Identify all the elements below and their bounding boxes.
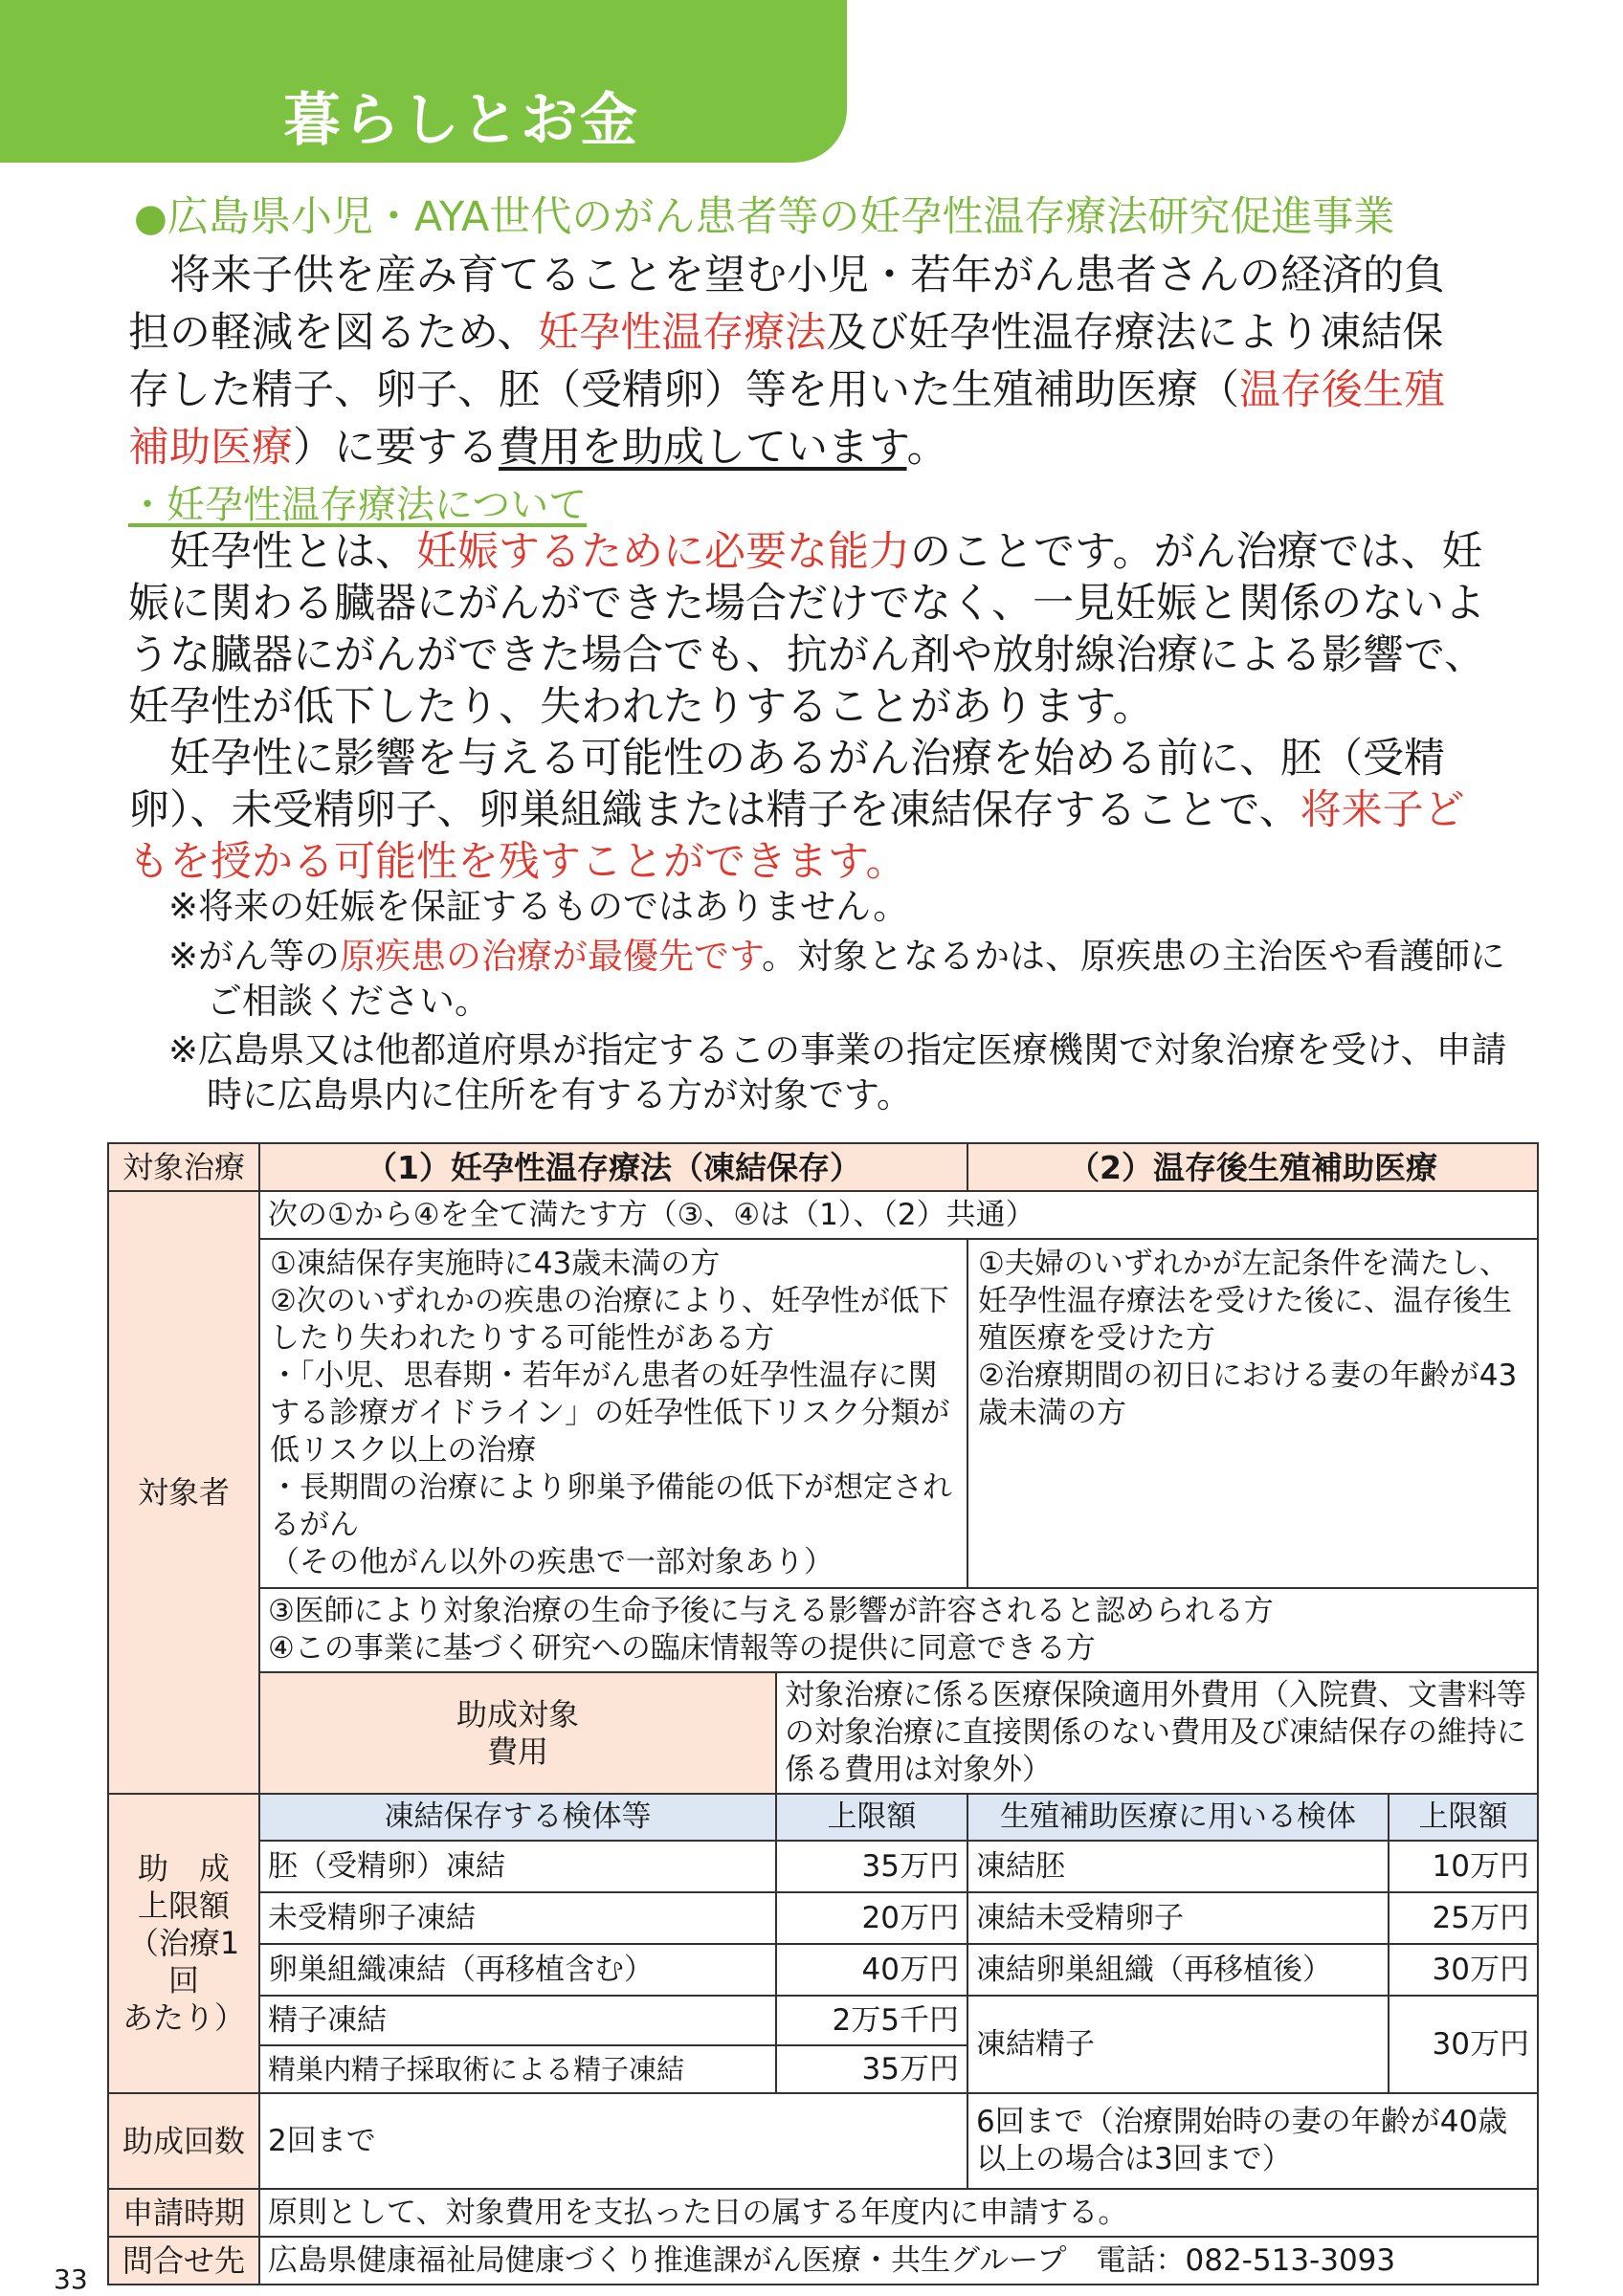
label-period: 申請時期 [108, 2189, 259, 2237]
target-preservation: ①凍結保存実施時に43歳未満の方 ②次のいずれかの疾患の治療により、妊孕性が低下したり失われたりする可能性がある方 ・「小児、思春期・若年がん患者の妊孕性温存に関する診療ガイドライン」の妊孕性低下リスク分類が低リスク以上の治療 ・長期間の治療により卵巣予備能の低下が想定されるがん （その他がん以外の疾患で一部対象あり） [259, 1239, 967, 1588]
limit-item-left: 精子凍結 [259, 1996, 776, 2045]
subsection-heading: ・妊孕性温存療法について [128, 483, 588, 527]
subheader-frozen-specimen: 凍結保存する検体等 [259, 1794, 776, 1841]
highlight-subsidy: 費用を助成しています [499, 424, 907, 472]
limit-amount-left: 2万5千円 [776, 1996, 967, 2045]
limit-item-right: 凍結卵巣組織（再移植後） [967, 1944, 1389, 1996]
bullet-icon: ● [134, 196, 167, 240]
subheader-limit-right: 上限額 [1389, 1794, 1538, 1841]
limit-amount-right: 25万円 [1389, 1892, 1538, 1944]
limit-amount-left: 35万円 [776, 1841, 967, 1892]
explanation-paragraph: 妊孕性とは、妊娠するために必要な能力のことです。がん治療では、妊娠に関わる臓器にがんができた場合だけでなく、一見妊娠と関係のないような臓器にがんができた場合でも、抗がん剤や放射線治療による影響で、妊孕性が低下したり、失われたりすることがあります。 妊孕性に影響を与える可能性のあるがん治療を始める前に、胚（受精卵）、未受精卵子、卵巣組織または精子を凍結保存することで、将来子どもを授かる可能性を残すことができます。 [128, 528, 1486, 886]
highlight-priority: 原疾患の治療が最優先です [340, 936, 763, 977]
limit-item-left: 胚（受精卵）凍結 [259, 1841, 776, 1892]
limit-amount-left: 20万円 [776, 1892, 967, 1944]
target-assisted-reproduction: ①夫婦のいずれかが左記条件を満たし、妊孕性温存療法を受けた後に、温存後生殖医療を受けた方 ②治療期間の初日における妻の年齢が43歳未満の方 [967, 1239, 1538, 1588]
section-header-tab [0, 0, 847, 163]
limit-amount-right: 30万円 [1389, 1944, 1538, 1996]
highlight-assisted-reproduction: 温存後生殖補助医療 [128, 366, 1445, 472]
limit-item-left: 卵巣組織凍結（再移植含む） [259, 1944, 776, 1996]
page-category-title: 暮らしとお金 [283, 87, 639, 154]
target-intro: 次の①から④を全て満たす方（③、④は（1）、（2）共通） [259, 1191, 1538, 1239]
highlight-fertility-definition: 妊娠するために必要な能力 [416, 528, 910, 576]
contact-info: 広島県健康福祉局健康づくり推進課がん医療・共生グループ 電話：082-513-3093 [259, 2237, 1538, 2285]
section-title: 広島県小児・AYA世代のがん患者等の妊孕性温存療法研究促進事業 [167, 193, 1395, 241]
label-cost: 助成対象 費用 [259, 1672, 776, 1794]
note-priority: ※がん等の原疾患の治療が最優先です。対象となるかは、原疾患の主治医や看護師にご相談ください。 [168, 936, 1506, 1022]
highlight-fertility-preservation: 妊孕性温存療法 [538, 309, 827, 357]
note-no-guarantee: ※将来の妊娠を保証するものではありません。 [168, 886, 909, 927]
limit-item-left: 未受精卵子凍結 [259, 1892, 776, 1944]
page-number: 33 [54, 2263, 88, 2295]
limit-item-right: 凍結未受精卵子 [967, 1892, 1389, 1944]
limit-item-right: 凍結精子 [967, 1996, 1389, 2093]
count-assisted-reproduction: 6回まで（治療開始時の妻の年齢が40歳以上の場合は3回まで） [967, 2093, 1538, 2189]
label-limit: 助 成 上限額 （治療1回 あたり） [108, 1794, 259, 2093]
intro-paragraph: 将来子供を産み育てることを望む小児・若年がん患者さんの経済的負担の軽減を図るため、妊孕性温存療法及び妊孕性温存療法により凍結保存した精子、卵子、胚（受精卵）等を用いた生殖補助医療（温存後生殖補助医療）に要する費用を助成しています。 [128, 252, 1445, 472]
limit-amount-left: 40万円 [776, 1944, 967, 1996]
highlight-possibility: 将来子どもを授かる可能性を残すことができます。 [128, 786, 1465, 886]
section-heading [134, 185, 1512, 243]
limit-amount-right: 30万円 [1389, 1996, 1538, 2093]
limit-item-left: 精巣内精子採取術による精子凍結 [259, 2045, 776, 2093]
header-assisted-reproduction: （2）温存後生殖補助医療 [967, 1143, 1538, 1191]
count-preservation: 2回まで [259, 2093, 967, 2189]
limit-amount-left: 35万円 [776, 2045, 967, 2093]
note-eligibility: ※広島県又は他都道府県が指定するこの事業の指定医療機関で対象治療を受け、申請時に広島県内に住所を有する方が対象です。 [168, 1029, 1507, 1115]
label-contact: 問合せ先 [108, 2237, 259, 2285]
header-preservation: （1）妊孕性温存療法（凍結保存） [259, 1143, 967, 1191]
application-period: 原則として、対象費用を支払った日の属する年度内に申請する。 [259, 2189, 1538, 2237]
subheader-reproduction-specimen: 生殖補助医療に用いる検体 [967, 1794, 1389, 1841]
label-target: 対象者 [108, 1191, 259, 1794]
limit-item-right: 凍結胚 [967, 1841, 1389, 1892]
label-treatment: 対象治療 [108, 1143, 259, 1191]
limit-amount-right: 10万円 [1389, 1841, 1538, 1892]
label-count: 助成回数 [108, 2093, 259, 2189]
subsidy-info-table [107, 1142, 1539, 2285]
subheader-limit-left: 上限額 [776, 1794, 967, 1841]
cost-description: 対象治療に係る医療保険適用外費用（入院費、文書料等の対象治療に直接関係のない費用及び凍結保存の維持に係る費用は対象外） [776, 1672, 1538, 1794]
target-common-conditions: ③医師により対象治療の生命予後に与える影響が許容されると認められる方 ④この事業に基づく研究への臨床情報等の提供に同意できる方 [259, 1588, 1538, 1672]
